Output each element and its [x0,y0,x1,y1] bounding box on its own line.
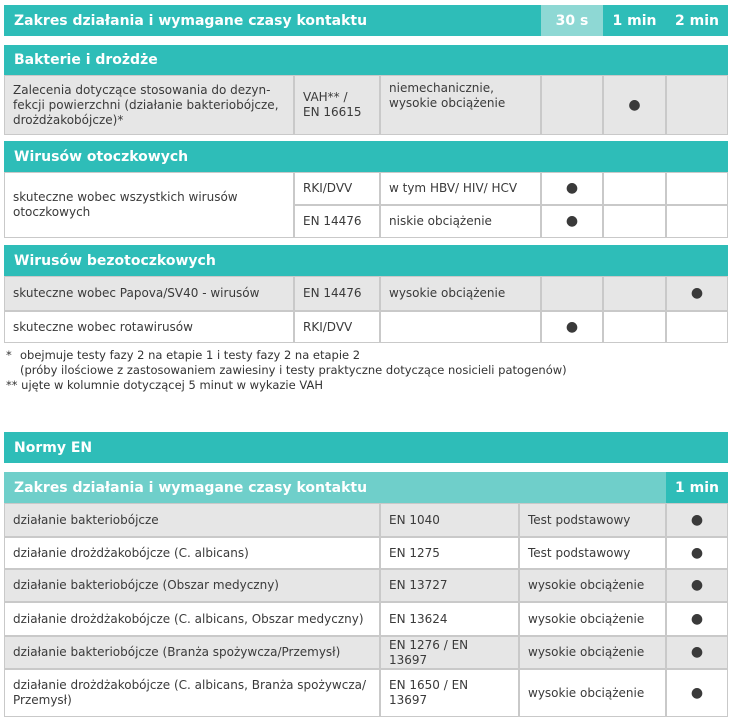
table-cell-norm [380,602,519,636]
table-cell-norm [294,75,380,135]
footnote-star-line2: (próby ilościowe z zastosowaniem zawiesiny i testy praktyczne dotyczące nosicieli patogenów) [20,363,567,377]
cell-text: wysokie obciążenie [528,645,645,659]
table-cell-norm [380,537,519,569]
table-cell-1min [666,503,728,537]
cell-text: działanie bakteriobójcze (Branża spożywcza/Przemysł) [13,645,341,659]
cell-text: działanie drożdżakobójcze (C. albicans, Branża spożywcza/ Przemysł) [13,678,367,707]
cell-text: Test podstawowy [528,512,631,527]
cell-text: niemechanicznie, wysokie obciążenie [389,81,506,110]
table-cell-desc [4,75,294,135]
table-cell-condition [519,636,666,669]
mark-dot: ● [690,511,704,528]
table-cell-desc [4,569,380,602]
table1-col-1min [603,5,666,36]
table-cell-norm [380,669,519,717]
table1-header-title [4,5,541,36]
table-cell-1min [603,311,666,343]
cell-text: skuteczne wobec rotawirusów [13,319,193,334]
table-cell-norm [380,636,519,669]
table-cell-condition [380,205,541,238]
section-bezotoczkowe-title: Wirusów bezotoczkowych [14,252,216,269]
mark-dot: ● [565,318,579,335]
mark-dot: ● [690,577,704,593]
cell-text: RKI/DVV [303,319,353,334]
cell-text: EN 1276 / EN 13697 [389,637,469,667]
table1-header-title-text: Zakres działania i wymagane czasy kontaktu [14,12,368,29]
table-cell-condition [380,172,541,205]
cell-text: skuteczne wobec wszystkich wirusów otoczkowych [13,190,238,219]
table-cell-desc [4,669,380,717]
table-cell-2min [666,311,728,343]
table2-title-text: Normy EN [14,439,93,456]
table-cell-1min [666,537,728,569]
mark-dot: ● [690,610,704,627]
table-cell-desc [4,503,380,537]
col-30s-label: 30 s [555,12,589,29]
mark-dot: ● [565,180,579,196]
footnote-dstar-line: ** ujęte w kolumnie dotyczącej 5 minut w wykazie VAH [6,378,324,392]
table-cell-desc [4,172,294,238]
table-cell-desc [4,636,380,669]
col-1min-label: 1 min [612,12,657,29]
cell-text: działanie bakteriobójcze [13,512,159,527]
mark-dot: ● [690,544,704,561]
section-otoczkowe-header [4,141,728,172]
table-cell-30s [541,276,603,311]
cell-text: EN 13624 [389,611,448,626]
cell-text: RKI/DVV [303,181,353,195]
table-cell-norm [294,205,380,238]
col-2min-label: 2 min [675,12,719,29]
cell-text: wysokie obciążenie [528,685,645,700]
table-cell-condition [519,669,666,717]
cell-text: w tym HBV/ HIV/ HCV [389,181,518,195]
cell-text: EN 14476 [303,286,362,300]
table-cell-30s [541,172,603,205]
table-cell-norm [294,276,380,311]
cell-text: EN 13727 [389,578,448,592]
table-cell-condition [519,503,666,537]
mark-dot: ● [565,213,579,229]
table-cell-1min [666,636,728,669]
cell-text: Zalecenia dotyczące stosowania do dezyn- fekcji powierzchni (działanie bakteriobójcze, drożdżakobójcze)* [13,82,279,127]
section-otoczkowe-title: Wirusów otoczkowych [14,148,189,165]
table-cell-condition [380,75,541,135]
table-cell-30s [541,311,603,343]
table-cell-desc [4,311,294,343]
table-cell-2min [666,75,728,135]
cell-text: wysokie obciążenie [528,611,645,626]
table-cell-desc [4,537,380,569]
table2-header-title [4,472,666,503]
footnote-star-line1: obejmuje testy fazy 2 na etapie 1 i testy fazy 2 na etapie 2 [20,348,361,362]
cell-text: działanie bakteriobójcze (Obszar medyczny) [13,578,279,592]
table-cell-condition [519,537,666,569]
table2-title [4,432,728,463]
table2-header-title-text: Zakres działania i wymagane czasy kontaktu [14,479,368,496]
table-cell-norm [294,172,380,205]
mark-dot: ● [690,285,704,301]
table-cell-1min [603,172,666,205]
cell-text: skuteczne wobec Papova/SV40 - wirusów [13,286,260,300]
cell-text: EN 1040 [389,512,440,527]
col-1min-label: 1 min [675,479,719,496]
cell-text: działanie drożdżakobójcze (C. albicans, Obszar medyczny) [13,611,364,626]
table2-col-1min [666,472,728,503]
mark-dot: ● [690,684,704,701]
section-bezotoczkowe-header [4,245,728,276]
table-cell-1min [603,205,666,238]
table1-col-2min [666,5,728,36]
mark-dot: ● [690,644,704,660]
table-cell-desc [4,602,380,636]
table-cell-1min [666,669,728,717]
cell-text: niskie obciążenie [389,214,492,228]
table-cell-30s [541,205,603,238]
table-cell-norm [294,311,380,343]
footnote-star-mark: * [6,348,12,362]
table-cell-condition [380,276,541,311]
cell-text: EN 1650 / EN 13697 [389,678,469,707]
mark-dot: ● [628,96,641,113]
table-cell-1min [603,75,666,135]
section-bakterie-header [4,45,728,75]
table-cell-desc [4,276,294,311]
table-cell-condition [519,569,666,602]
table-cell-1min [666,569,728,602]
table-cell-norm [380,503,519,537]
cell-text: EN 14476 [303,214,362,228]
table-cell-2min [666,276,728,311]
table-cell-norm [380,569,519,602]
cell-text: Test podstawowy [528,545,631,560]
table-cell-1min [666,602,728,636]
table-cell-2min [666,172,728,205]
section-bakterie-title: Bakterie i drożdże [14,52,158,68]
table-cell-1min [603,276,666,311]
cell-text: działanie drożdżakobójcze (C. albicans) [13,545,249,560]
table-cell-condition [380,311,541,343]
cell-text: VAH** / EN 16615 [303,90,362,119]
cell-text: wysokie obciążenie [389,286,506,300]
table-cell-30s [541,75,603,135]
cell-text: EN 1275 [389,545,440,560]
table-cell-condition [519,602,666,636]
table1-col-30s [541,5,603,36]
table-cell-2min [666,205,728,238]
cell-text: wysokie obciążenie [528,578,645,592]
